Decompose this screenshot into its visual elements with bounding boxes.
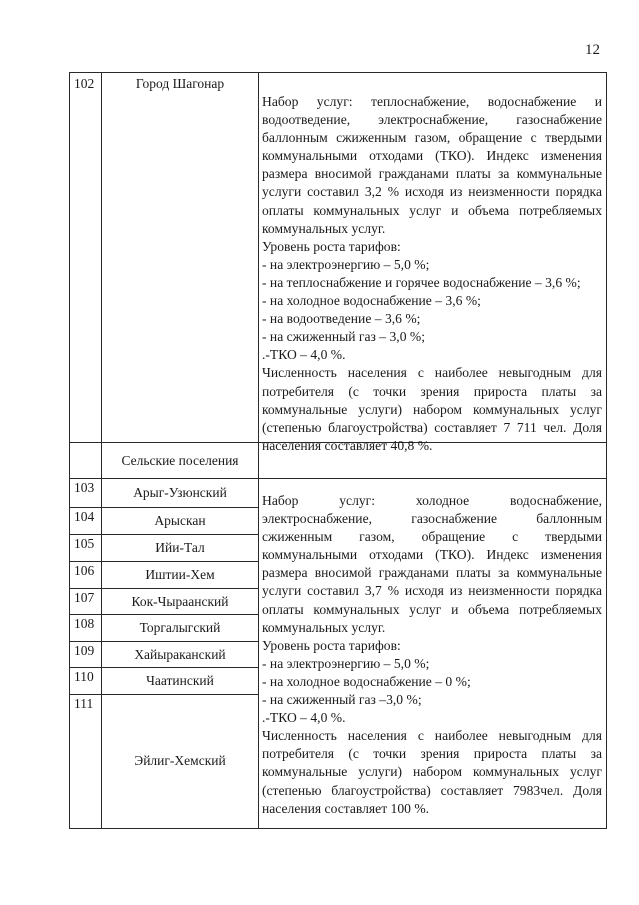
- rural-description-block: [262, 492, 602, 818]
- rural-tariff-item: .-ТКО – 4,0 %.: [262, 710, 346, 726]
- row-name-109: Хайыраканский: [134, 647, 226, 662]
- rural-population: Численность населения с наиболее невыгодным для потребителя (с точки зрения прироста платы за коммунальные услуги) набором коммунальных услуг (степенью благоустройства) составляет 7983чел. Доля населения составляет 100 %.: [262, 728, 602, 816]
- row-name-106: Иштии-Хем: [145, 567, 215, 582]
- row-102-tariff-heading: Уровень роста тарифов:: [262, 238, 401, 254]
- row-102-tariff-item: - на холодное водоснабжение – 3,6 %;: [262, 293, 481, 309]
- table-border-top: [69, 72, 607, 73]
- row-divider-105: [69, 561, 259, 562]
- row-divider-109: [69, 667, 259, 668]
- row-number-108: 108: [74, 616, 95, 631]
- row-name-102: Город Шагонар: [135, 76, 225, 91]
- row-name-108: Торгалыгский: [139, 620, 221, 635]
- row-102-tariff-item: - на сжиженный газ – 3,0 %;: [262, 329, 425, 345]
- row-number-104: 104: [74, 509, 95, 524]
- row-divider-section: [69, 478, 607, 479]
- rural-description: Набор услуг: холодное водоснабжение, электроснабжение, газоснабжение баллонным сжиженным газом, обращение с твердыми коммунальными отходами (ТКО). Индекс изменения размера вносимой гражданами платы за коммунальные услуги составил 3,7 % исходя из неизменности порядка оплаты коммунальных услуг и объема потребляемых коммунальных услуг.: [262, 493, 602, 635]
- row-divider-107: [69, 614, 259, 615]
- row-102-population: Численность населения с наиболее невыгодным для потребителя (с точки зрения прироста платы за коммунальные услуги) набором коммунальных услуг (степенью благоустройства) составляет 7 711 чел. Доля населения составляет 40,8 %.: [262, 365, 602, 453]
- row-number-106: 106: [74, 563, 95, 578]
- row-number-110: 110: [74, 669, 94, 684]
- row-divider-104: [69, 534, 259, 535]
- row-102-description-block: [262, 93, 602, 455]
- row-number-109: 109: [74, 643, 95, 658]
- rural-tariff-item: - на электроэнергию – 5,0 %;: [262, 655, 430, 671]
- table-border-right: [606, 72, 607, 829]
- rural-tariff-item: - на холодное водоснабжение – 0 %;: [262, 673, 471, 689]
- row-102-description: Набор услуг: теплоснабжение, водоснабжение и водоотведение, электроснабжение, газоснабжение баллонным сжиженным газом, обращение с твердыми коммунальными отходами (ТКО). Индекс изменения размера вносимой гражданами платы за коммунальные услуги составил 3,2 % исходя из неизменности порядка оплаты коммунальных услуг и объема потребляемых коммунальных услуг.: [262, 94, 602, 236]
- row-number-111: 111: [74, 696, 94, 711]
- rural-tariff-item: - на сжиженный газ –3,0 %;: [262, 692, 422, 708]
- table-border-left: [69, 72, 70, 829]
- row-divider-103: [69, 507, 259, 508]
- row-name-103: Арыг-Узюнский: [133, 485, 227, 500]
- row-102-tariff-item: - на электроэнергию – 5,0 %;: [262, 256, 430, 272]
- row-divider-106: [69, 588, 259, 589]
- row-name-107: Кок-Чыраанский: [131, 594, 229, 609]
- row-number-103: 103: [74, 480, 95, 495]
- row-number-102: 102: [74, 76, 95, 91]
- row-number-105: 105: [74, 536, 95, 551]
- rural-tariff-heading: Уровень роста тарифов:: [262, 637, 401, 653]
- row-102-tariff-item: - на теплоснабжение и горячее водоснабжение – 3,6 %;: [262, 274, 581, 290]
- row-name-104: Арыскан: [154, 513, 206, 528]
- row-number-107: 107: [74, 590, 95, 605]
- row-name-111: Эйлиг-Хемский: [134, 753, 226, 768]
- page-number: 12: [585, 42, 600, 58]
- table-column-divider-2: [258, 72, 259, 829]
- row-name-110: Чаатинский: [146, 673, 214, 688]
- section-rural-title: Сельские поселения: [121, 453, 239, 468]
- row-102-tariff-item: .-ТКО – 4,0 %.: [262, 347, 346, 363]
- table-border-bottom: [69, 828, 607, 829]
- row-102-tariff-item: - на водоотведение – 3,6 %;: [262, 311, 421, 327]
- row-divider-110: [69, 694, 259, 695]
- row-divider-108: [69, 641, 259, 642]
- row-name-105: Ийи-Тал: [155, 540, 205, 555]
- table-column-divider-1: [101, 72, 102, 829]
